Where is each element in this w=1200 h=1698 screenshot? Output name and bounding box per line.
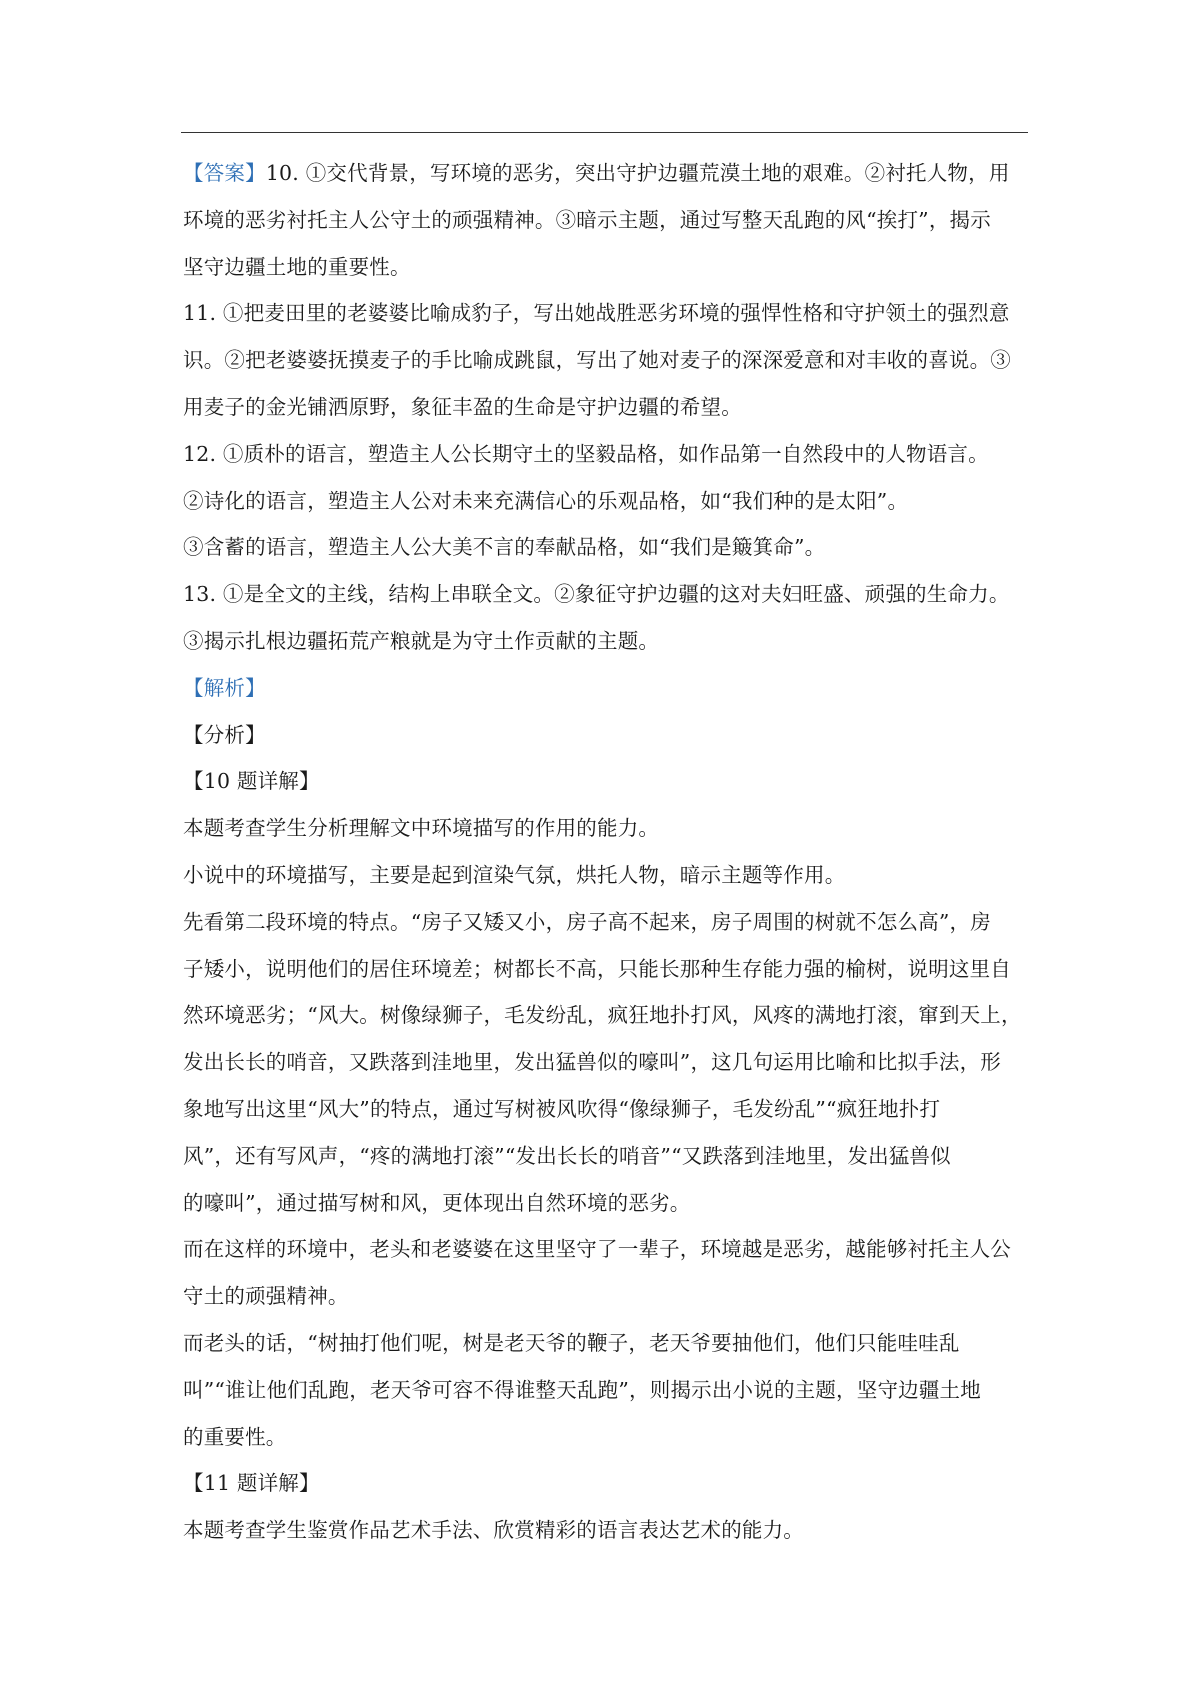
line-text: 而老头的话，“树抽打他们呢，树是老天爷的鞭子，老天爷要抽他们，他们只能哇哇乱	[183, 1330, 960, 1355]
line-text: 先看第二段环境的特点。“房子又矮又小，房子高不起来，房子周围的树就不怎么高”，房	[183, 909, 991, 934]
text-line	[183, 1460, 1029, 1507]
document-body	[183, 150, 1029, 1554]
text-line	[183, 946, 1029, 993]
line-text: 风”，还有写风声，“疼的满地打滚”“发出长长的哨音”“又跌落到洼地里，发出猛兽似	[183, 1143, 951, 1168]
line-text: 然环境恶劣；“风大。树像绿狮子，毛发纷乱，疯狂地扑打风，风疼的满地打滚，窜到天上，	[183, 1003, 1022, 1028]
text-line	[183, 150, 1029, 197]
line-text: 13. ①是全文的主线，结构上串联全文。②象征守护边疆的这对夫妇旺盛、顽强的生命力。	[183, 582, 1010, 607]
text-line	[183, 1226, 1029, 1273]
line-text: 叫”“谁让他们乱跑，老天爷可容不得谁整天乱跑”，则揭示出小说的主题，坚守边疆土地	[183, 1377, 981, 1402]
line-text: 守土的顽强精神。	[183, 1284, 349, 1309]
text-line	[183, 665, 1029, 712]
section-tag: 【答案】	[183, 161, 266, 185]
text-line	[183, 1086, 1029, 1133]
text-line	[183, 992, 1029, 1039]
line-text: ②诗化的语言，塑造主人公对未来充满信心的乐观品格，如“我们种的是太阳”。	[183, 488, 909, 513]
text-line	[183, 1414, 1029, 1461]
text-line	[183, 337, 1029, 384]
line-text: 子矮小，说明他们的居住环境差；树都长不高，只能长那种生存能力强的榆树，说明这里自	[183, 956, 1011, 981]
line-text: 12. ①质朴的语言，塑造主人公长期守土的坚毅品格，如作品第一自然段中的人物语言。	[183, 441, 989, 466]
line-text: 本题考查学生分析理解文中环境描写的作用的能力。	[183, 816, 660, 841]
text-line	[183, 1320, 1029, 1367]
text-line	[183, 524, 1029, 571]
line-text: 小说中的环境描写，主要是起到渲染气氛，烘托人物，暗示主题等作用。	[183, 862, 846, 887]
header-rule	[181, 132, 1028, 133]
line-text: 用麦子的金光铺洒原野，象征丰盈的生命是守护边疆的希望。	[183, 394, 742, 419]
text-line	[183, 1133, 1029, 1180]
line-text: 的重要性。	[183, 1424, 287, 1449]
section-tag: 【解析】	[183, 675, 266, 700]
text-line	[183, 1039, 1029, 1086]
line-text: 本题考查学生鉴赏作品艺术手法、欣赏精彩的语言表达艺术的能力。	[183, 1518, 804, 1543]
line-text: 11. ①把麦田里的老婆婆比喻成豹子，写出她战胜恶劣环境的强悍性格和守护领土的强烈意	[183, 301, 1010, 326]
line-text: 【11 题详解】	[183, 1471, 320, 1496]
text-line	[183, 805, 1029, 852]
text-line	[183, 712, 1029, 759]
text-line	[183, 244, 1029, 291]
line-text: 发出长长的哨音，又跌落到洼地里，发出猛兽似的嚎叫”，这几句运用比喻和比拟手法，形	[183, 1050, 1001, 1075]
text-line	[183, 290, 1029, 337]
line-text: 的嚎叫”，通过描写树和风，更体现出自然环境的恶劣。	[183, 1190, 691, 1215]
text-line	[183, 899, 1029, 946]
text-line	[183, 478, 1029, 525]
line-text: 坚守边疆土地的重要性。	[183, 254, 411, 279]
line-text: ③含蓄的语言，塑造主人公大美不言的奉献品格，如“我们是簸箕命”。	[183, 535, 826, 560]
line-text: 识。②把老婆婆抚摸麦子的手比喻成跳鼠，写出了她对麦子的深深爱意和对丰收的喜说。③	[183, 348, 1011, 373]
line-text: 环境的恶劣衬托主人公守土的顽强精神。③暗示主题，通过写整天乱跑的风“挨打”，揭示	[183, 207, 991, 232]
line-text: ③揭示扎根边疆拓荒产粮就是为守土作贡献的主题。	[183, 628, 660, 653]
line-text: 10. ①交代背景，写环境的恶劣，突出守护边疆荒漠土地的艰难。②衬托人物，用	[265, 161, 1010, 185]
line-text: 【10 题详解】	[183, 769, 320, 794]
text-line	[183, 431, 1029, 478]
text-line	[183, 618, 1029, 665]
text-line	[183, 1367, 1029, 1414]
text-line	[183, 758, 1029, 805]
text-line	[183, 1273, 1029, 1320]
text-line	[183, 1180, 1029, 1227]
text-line	[183, 384, 1029, 431]
text-line	[183, 852, 1029, 899]
line-text: 【分析】	[183, 722, 266, 747]
line-text: 象地写出这里“风大”的特点，通过写树被风吹得“像绿狮子，毛发纷乱”“疯狂地扑打	[183, 1096, 941, 1121]
text-line	[183, 197, 1029, 244]
line-text: 而在这样的环境中，老头和老婆婆在这里坚守了一辈子，环境越是恶劣，越能够衬托主人公	[183, 1237, 1011, 1262]
text-line	[183, 571, 1029, 618]
text-line	[183, 1507, 1029, 1554]
